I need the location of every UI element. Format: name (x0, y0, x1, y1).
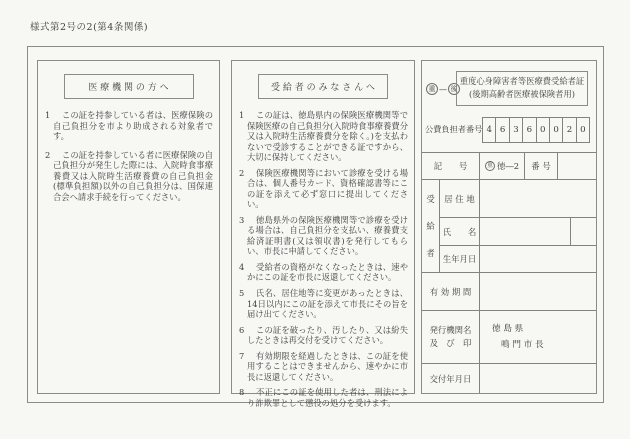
circled-kouki-mark-icon: 後 (448, 83, 460, 95)
note-item (239, 215, 408, 257)
note-number: 3 (239, 214, 245, 225)
note-number: 1 (45, 110, 51, 120)
recipients-notes (232, 99, 414, 408)
payer-digit: 6 (522, 118, 535, 142)
outer-frame (27, 46, 604, 408)
note-item (239, 387, 408, 408)
recipients-heading: 受 給 者 の み な さ ん へ (258, 74, 388, 99)
note-text: 氏名、居住地等に変更があったときは、14日以内にこの証を添えて市長にその旨を届け出てください。 (247, 287, 408, 320)
issuer-mayor: 鳴 門 市 長 (501, 340, 544, 350)
validity-period-row (422, 273, 596, 311)
payer-digit: 4 (486, 125, 492, 135)
payer-digit: 6 (495, 118, 508, 142)
residence-value-empty (480, 180, 596, 217)
note-item (239, 262, 408, 283)
panel-certificate (421, 60, 597, 394)
note-item (239, 168, 408, 210)
certificate-title-box (456, 71, 588, 106)
note-item (45, 110, 213, 142)
payer-digit: 0 (576, 118, 589, 142)
birthdate-value-empty (480, 246, 596, 272)
recipient-vertical-label (422, 180, 440, 272)
recipient-char: 受 (426, 194, 435, 205)
mark-dash: — (439, 84, 447, 94)
category-marks (426, 83, 460, 95)
symbol-value-text: 徳―2 (496, 161, 520, 171)
birthdate-label: 生年月日 (440, 246, 480, 272)
circled-judo-mark-icon: 重 (426, 83, 438, 95)
note-item (239, 325, 408, 346)
note-text: 不正にこの証を使用した者は、刑法により詐欺罪として懲役の処分を受けます。 (247, 387, 408, 408)
note-text: この証を持参している者は、医療保険の自己負担分を市より助成される対象者です。 (53, 110, 213, 142)
recipient-char: 給 (426, 220, 435, 231)
note-text: 受給者の資格がなくなったときは、速やかにこの証を市長に返還してください。 (247, 261, 408, 283)
symbol-number-row (422, 153, 596, 180)
issuer-prefecture: 徳 島 県 (492, 323, 524, 334)
payer-digit: 0 (536, 118, 549, 142)
validity-period-label: 有 効 期 間 (422, 273, 480, 310)
number-value-empty (558, 153, 596, 179)
certificate-title-line1: 重度心身障害者等医療費受給者証 (459, 76, 585, 86)
note-text: 有効期限を経過したときは、この証を使用することはできませんから、速やかに市長に返還してください。 (247, 350, 408, 382)
name-side-cell (570, 218, 596, 245)
issue-date-row (422, 364, 596, 393)
form-number-label: 様式第2号の2(第4条関係) (30, 22, 149, 33)
note-number: 1 (239, 110, 245, 120)
certificate-title-line2: (後期高齢者医療被保険者用) (468, 89, 576, 100)
issuer-label (422, 311, 480, 363)
note-number: 8 (239, 387, 245, 398)
panel-medical-institutions (37, 60, 220, 394)
residence-row (440, 180, 596, 218)
name-label: 氏 名 (440, 218, 480, 245)
note-text: この証は、徳島県内の保険医療機関等で保険医療の自己負担分(入院時食事療養費分又は入院時生活療養費分を除く。)を支払わないで受診することができる証ですから、大切に保持してください。 (247, 110, 408, 163)
panel-recipients (231, 60, 415, 408)
payer-number-label: 公費負担者番号 (425, 124, 483, 134)
recipient-section (422, 180, 596, 273)
payer-digit: 2 (562, 118, 575, 142)
issuer-value (480, 311, 596, 363)
medical-institutions-notes (38, 99, 219, 202)
note-item (239, 351, 408, 383)
note-number: 7 (239, 350, 245, 361)
issuer-label-line1: 発行機関名 (429, 325, 472, 336)
note-text: この証を持参している者に医療保険の自己負担分が発生した際には、入院時食事療養費又は入院時生活療養費の自己負担金(標準負担額)以外の自己負担分は、国保連合会へ請求手続を行ってください。 (53, 149, 213, 202)
note-number: 5 (239, 287, 245, 298)
certificate-table (422, 152, 596, 393)
name-row (440, 218, 596, 246)
symbol-value (480, 153, 525, 179)
note-number: 2 (45, 149, 51, 160)
symbol-label: 記 号 (422, 153, 480, 179)
note-item (45, 150, 213, 203)
note-item (239, 288, 408, 320)
issue-date-label: 交付年月日 (422, 364, 480, 393)
birthdate-row (440, 246, 596, 272)
recipient-char: 者 (426, 247, 435, 258)
payer-number-grid (482, 117, 590, 143)
issuer-row (422, 311, 596, 364)
note-number: 4 (239, 261, 245, 272)
note-number: 6 (239, 324, 245, 335)
medical-institutions-heading: 医 療 機 関 の 方 へ (64, 74, 194, 99)
payer-digit: 0 (549, 118, 562, 142)
note-item (239, 110, 408, 163)
note-text: この証を破ったり、汚したり、又は紛失したときは再交付を受けてください。 (247, 324, 408, 346)
validity-period-value-empty (480, 273, 596, 310)
residence-label: 居 住 地 (440, 180, 480, 217)
note-number: 2 (239, 167, 245, 178)
note-text: 徳島県外の保険医療機関等で診療を受ける場合は、自己負担分を支払い、療養費支給済証明書(又は領収書)を発行してもらい、市長に申請してください。 (247, 214, 408, 257)
number-label: 番 号 (525, 153, 558, 179)
issuer-label-line2: 及 び 印 (429, 338, 472, 348)
payer-digit: 3 (509, 118, 522, 142)
name-value-empty (480, 218, 570, 245)
note-text: 保険医療機関等において診療を受ける場合は、個人番号カード、資格確認書等にこの証を添えて必ず窓口に提出してください。 (247, 167, 408, 210)
circled-judo-small-icon: 重 (486, 162, 493, 169)
issue-date-value-empty (480, 364, 596, 393)
